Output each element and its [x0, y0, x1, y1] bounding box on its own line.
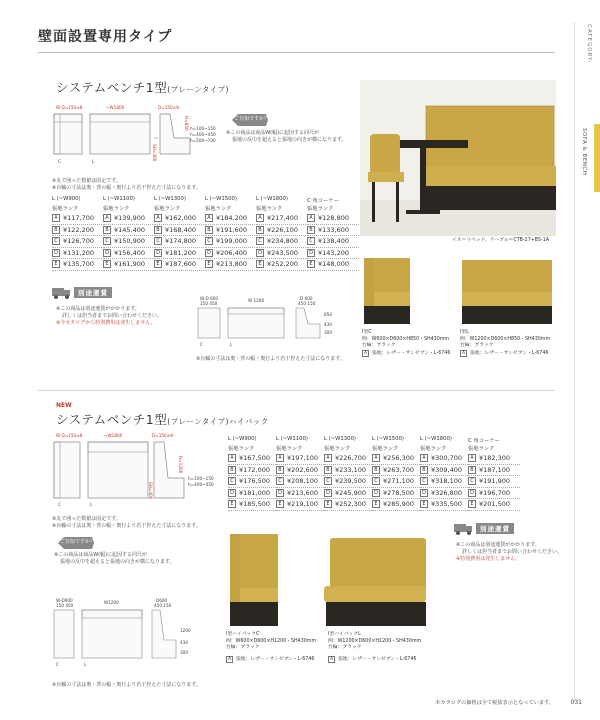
price-column — [154, 196, 206, 271]
grade-box: A — [103, 214, 111, 222]
price-column-label: L (~W1100) — [103, 196, 135, 202]
price-value: ¥201,500 — [479, 500, 511, 509]
grade-box: E — [154, 260, 162, 268]
price-row — [103, 225, 155, 237]
fabric-rank-label: 張地ランク — [276, 446, 303, 452]
price-row — [228, 499, 280, 511]
grade-box: B — [307, 226, 315, 234]
price-value: ¥135,700 — [63, 260, 95, 269]
price-row — [205, 248, 257, 260]
category-label: CATEGORY: — [586, 24, 592, 64]
grade-box: A — [205, 214, 213, 222]
corner-bench-image — [360, 254, 414, 326]
price-row — [228, 465, 280, 477]
section1-example-drawing: W-D 600 150 450 W 1200 D 600 450 150 850 430 300 C L — [196, 296, 340, 360]
grade-box: E — [52, 260, 60, 268]
price-value: ¥206,400 — [216, 248, 248, 257]
grade-box: C — [372, 477, 380, 485]
price-value: ¥143,200 — [318, 248, 350, 257]
grade-box: D — [256, 249, 264, 257]
grade-box: C — [103, 237, 111, 245]
price-row — [103, 213, 155, 225]
price-row — [103, 248, 155, 260]
side-divider — [574, 22, 575, 702]
price-value: ¥122,200 — [63, 225, 95, 234]
price-row — [154, 248, 206, 260]
grade-box: A — [420, 454, 428, 462]
price-row — [276, 453, 328, 465]
price-value: ¥185,500 — [239, 500, 271, 509]
fabric-rank-label: 張地ランク — [103, 206, 130, 212]
price-value: ¥182,300 — [479, 454, 511, 463]
fabric-rank-label: 張地ランク — [228, 446, 255, 452]
grade-box: E — [205, 260, 213, 268]
section2-item-c-caption: I型ハイバックC 例：W600×D600×H1200・SH430mm 台輪：ブラック A 張地：レザー・サンゼブン・L-6746 — [226, 632, 317, 662]
shipping-label: 別途運賃 — [74, 287, 112, 298]
price-value: ¥191,600 — [216, 225, 248, 234]
grade-box: A — [372, 454, 380, 462]
bench-plan-drawing — [50, 104, 210, 174]
price-value: ¥168,400 — [165, 225, 197, 234]
price-row — [256, 236, 308, 248]
grade-box: C — [307, 237, 315, 245]
price-value: ¥213,600 — [287, 488, 319, 497]
price-value: ¥148,000 — [318, 260, 350, 269]
section1-shipping: 別途運賃 ※この商品は別途運賃がかかります。 詳しくは担当者までお問い合わせください。 ※今カタログから特別費用は発生しません。 — [52, 284, 182, 334]
price-column — [324, 436, 376, 511]
price-value: ¥184,200 — [216, 214, 248, 223]
price-row — [468, 488, 520, 500]
section2-item-l-caption: I型ハイバックL 例：W1200×D600×H1200・SH430mm 台輪：ブラック A 張地：レザー・サンゼブン・L-6746 — [328, 632, 422, 662]
price-row — [256, 259, 308, 271]
section2-shipping: 別途運賃 ※この商品は別途運賃がかかります。 詳しくは担当者までお問い合わせください。 ※特別費用は発生しません。 — [454, 520, 564, 568]
grade-box: B — [372, 466, 380, 474]
grade-box: B — [276, 466, 284, 474]
price-value: ¥234,800 — [267, 237, 299, 246]
grade-box: C — [154, 237, 162, 245]
price-row — [420, 488, 472, 500]
price-row — [228, 488, 280, 500]
page-title: 壁面設置専用タイプ — [38, 29, 173, 45]
price-column — [52, 196, 104, 271]
price-row — [324, 499, 376, 511]
price-column-label: L (~W1500) — [372, 436, 404, 442]
grade-box: E — [307, 260, 315, 268]
truck-icon — [52, 286, 72, 300]
grade-box: A — [52, 214, 60, 222]
grade-box: C — [468, 477, 476, 485]
price-value: ¥117,700 — [63, 214, 95, 223]
price-value: ¥176,500 — [239, 477, 271, 486]
price-row — [154, 236, 206, 248]
price-row — [468, 465, 520, 477]
grade-box: D — [52, 249, 60, 257]
example-highback-drawing — [52, 598, 202, 670]
price-row — [256, 225, 308, 237]
price-row — [256, 213, 308, 225]
fabric-rank-label: 張地ランク — [420, 446, 447, 452]
section1-title: システムベンチ1型(プレーンタイプ) — [56, 80, 229, 95]
price-value: ¥199,000 — [216, 237, 248, 246]
price-value: ¥196,700 — [479, 488, 511, 497]
fabric-rank-label: 張地ランク — [52, 206, 79, 212]
grade-box: D — [154, 249, 162, 257]
price-row — [307, 248, 359, 260]
grade-box: C — [205, 237, 213, 245]
price-row — [468, 476, 520, 488]
price-row — [307, 236, 359, 248]
section-divider — [38, 390, 555, 391]
price-value: ¥208,100 — [287, 477, 319, 486]
price-row — [154, 225, 206, 237]
fabric-rank-label: 張地ランク — [154, 206, 181, 212]
price-column-label: L (~W900) — [228, 436, 257, 442]
price-column-label: L (~W1800) — [420, 436, 452, 442]
price-row — [324, 465, 376, 477]
price-row — [52, 225, 104, 237]
section2-example-drawing: W-D600 150 450 W1200 D600 450 150 1200 430 300 C L — [52, 598, 202, 670]
grade-box: B — [468, 466, 476, 474]
price-row — [420, 476, 472, 488]
section1-price-table — [52, 196, 357, 276]
category-accent-bar — [594, 124, 600, 192]
price-row — [468, 499, 520, 511]
price-row — [205, 225, 257, 237]
price-row — [420, 499, 472, 511]
grade-box: E — [324, 500, 332, 508]
fabric-rank-label: 張地ランク — [372, 446, 399, 452]
price-row — [307, 213, 359, 225]
price-column — [228, 436, 280, 511]
price-row — [324, 453, 376, 465]
shipping-label: 別途運賃 — [476, 523, 514, 534]
grade-box: B — [205, 226, 213, 234]
highback-l-image — [318, 534, 430, 628]
section2-info-badge: ご存知ですか？ ※この商品は商品W(幅)に起因する同尺が 張地の反巾を超えると張地の向きが横になります。 — [52, 536, 202, 570]
price-value: ¥187,600 — [165, 260, 197, 269]
grade-box: B — [324, 466, 332, 474]
grade-box: C — [420, 477, 428, 485]
fabric-rank-label: 張地ランク — [205, 206, 232, 212]
price-value: ¥278,500 — [383, 488, 415, 497]
grade-box: E — [103, 260, 111, 268]
price-value: ¥150,900 — [114, 237, 146, 246]
price-row — [468, 453, 520, 465]
fabric-rank-label: 張地ランク — [256, 206, 283, 212]
grade-box: E — [372, 500, 380, 508]
price-row — [276, 476, 328, 488]
price-value: ¥128,800 — [318, 214, 350, 223]
price-value: ¥162,000 — [165, 214, 197, 223]
price-value: ¥172,000 — [239, 465, 271, 474]
price-row — [205, 259, 257, 271]
price-value: ¥191,900 — [479, 477, 511, 486]
price-value: ¥243,500 — [267, 248, 299, 257]
price-value: ¥138,400 — [318, 237, 350, 246]
price-value: ¥256,300 — [383, 454, 415, 463]
price-value: ¥252,300 — [335, 500, 367, 509]
grade-box: B — [154, 226, 162, 234]
price-row — [307, 225, 359, 237]
price-row — [205, 213, 257, 225]
section2-price-table — [228, 436, 546, 516]
price-value: ¥126,700 — [63, 237, 95, 246]
price-row — [103, 236, 155, 248]
grade-box: A — [324, 454, 332, 462]
price-row — [52, 236, 104, 248]
price-row — [52, 213, 104, 225]
grade-box: D — [205, 249, 213, 257]
new-tag: NEW — [56, 402, 72, 409]
price-column — [103, 196, 155, 271]
price-row — [276, 499, 328, 511]
highback-corner-image — [226, 530, 282, 628]
example-plan-drawing — [196, 296, 340, 356]
price-row — [420, 453, 472, 465]
price-column-label: L (~W1100) — [276, 436, 308, 442]
section1-item-l-photo — [458, 256, 556, 326]
section1-item-c-caption: I型C 例：W600×D600×H850・SH430mm 台輪：ブラック A 張地：レザー・サンゼブン・L-6746 — [362, 330, 451, 356]
price-column-label: C 角コーナー — [307, 198, 339, 204]
grade-box: D — [228, 489, 236, 497]
price-column-label: L (~W1800) — [256, 196, 288, 202]
price-row — [307, 259, 359, 271]
grade-box: D — [420, 489, 428, 497]
grade-box: E — [228, 500, 236, 508]
grade-box: A — [154, 214, 162, 222]
price-row — [324, 488, 376, 500]
truck-icon — [454, 522, 474, 536]
price-row — [276, 465, 328, 477]
bench-with-table-image — [360, 80, 556, 236]
section2-item-c-photo — [226, 530, 282, 628]
price-row — [324, 476, 376, 488]
section1-item-l-caption: I型L 例：W1200×D600×H850・SH430mm 台輪：ブラック A 張地：レザー・サンゼブン・L-6746 — [460, 330, 551, 356]
price-value: ¥226,700 — [335, 454, 367, 463]
price-row — [372, 499, 424, 511]
grade-box: E — [420, 500, 428, 508]
grade-box: B — [228, 466, 236, 474]
price-row — [420, 465, 472, 477]
price-column-label: L (~W1300) — [154, 196, 186, 202]
section1-main-photo — [360, 80, 556, 236]
grade-box: D — [103, 249, 111, 257]
category-sofa-bench: SOFA & BENCH — [581, 128, 587, 176]
price-row — [154, 259, 206, 271]
grade-box: A — [228, 454, 236, 462]
price-row — [52, 248, 104, 260]
price-value: ¥131,200 — [63, 248, 95, 257]
grade-box: D — [324, 489, 332, 497]
price-row — [103, 259, 155, 271]
grade-box: D — [276, 489, 284, 497]
price-column — [372, 436, 424, 511]
price-row — [52, 259, 104, 271]
grade-box: D — [307, 249, 315, 257]
price-value: ¥213,800 — [216, 260, 248, 269]
grade-box: B — [256, 226, 264, 234]
price-value: ¥335,500 — [431, 500, 463, 509]
price-value: ¥181,000 — [239, 488, 271, 497]
price-column — [256, 196, 308, 271]
price-value: ¥202,600 — [287, 465, 319, 474]
price-row — [228, 476, 280, 488]
price-value: ¥167,500 — [239, 454, 271, 463]
price-column-label: L (~W1300) — [324, 436, 356, 442]
price-row — [256, 248, 308, 260]
grade-box: E — [276, 500, 284, 508]
price-row — [228, 453, 280, 465]
price-row — [372, 465, 424, 477]
price-value: ¥309,400 — [431, 465, 463, 474]
price-value: ¥133,600 — [318, 225, 350, 234]
price-value: ¥263,700 — [383, 465, 415, 474]
price-row — [372, 488, 424, 500]
price-value: ¥285,900 — [383, 500, 415, 509]
price-value: ¥156,400 — [114, 248, 146, 257]
title-underline — [38, 52, 555, 53]
bench-l-image — [458, 256, 556, 326]
price-row — [372, 453, 424, 465]
footer-note: 本カタログの価格は全て税抜表示となっています。 — [435, 700, 554, 706]
price-value: ¥318,100 — [431, 477, 463, 486]
section2-title: システムベンチ1型(プレーンタイプ)ハイバック — [56, 412, 269, 427]
price-column — [468, 436, 520, 511]
price-value: ¥326,800 — [431, 488, 463, 497]
price-column-label: C 角コーナー — [468, 438, 500, 444]
section1-info-badge: ご存知ですか？ ※この商品は商品W(幅)に起因する同尺が 張地の反巾を超えると張地の向きが横になります。 — [222, 112, 342, 148]
price-value: ¥174,800 — [165, 237, 197, 246]
price-value: ¥226,100 — [267, 225, 299, 234]
fabric-rank-label: 張地ランク — [307, 206, 334, 212]
price-row — [372, 476, 424, 488]
highback-plan-drawing — [50, 432, 220, 512]
grade-box: E — [256, 260, 264, 268]
grade-box: D — [372, 489, 380, 497]
price-column-label: L (~W1500) — [205, 196, 237, 202]
price-value: ¥197,100 — [287, 454, 319, 463]
grade-box: C — [52, 237, 60, 245]
grade-box: C — [276, 477, 284, 485]
section2-drawing: W-D=150±8 ~W1800 D=150±8 h=100~150 h=400~450 H=1200 SH=400 C L — [50, 432, 220, 512]
grade-box: B — [420, 466, 428, 474]
page-number: 031 — [570, 699, 582, 706]
section1-item-c-photo — [360, 254, 414, 326]
price-row — [154, 213, 206, 225]
price-value: ¥252,200 — [267, 260, 299, 269]
price-value: ¥245,900 — [335, 488, 367, 497]
grade-box: A — [256, 214, 264, 222]
grade-box: E — [468, 500, 476, 508]
price-value: ¥181,200 — [165, 248, 197, 257]
grade-box: C — [256, 237, 264, 245]
price-column-label: L (~W900) — [52, 196, 81, 202]
price-value: ¥217,400 — [267, 214, 299, 223]
price-value: ¥187,100 — [479, 465, 511, 474]
price-column — [307, 196, 359, 271]
price-column — [420, 436, 472, 511]
fabric-rank-label: 張地ランク — [324, 446, 351, 452]
price-row — [205, 236, 257, 248]
price-row — [276, 488, 328, 500]
price-value: ¥219,100 — [287, 500, 319, 509]
price-value: ¥300,700 — [431, 454, 463, 463]
price-value: ¥239,500 — [335, 477, 367, 486]
grade-box: B — [103, 226, 111, 234]
section1-drawing: W-D=150±8 ~W1800 D=150±8 h=100~150 h=400~450 h=500~700 SH=400 H=850 C L — [50, 104, 210, 174]
grade-box: A — [468, 454, 476, 462]
grade-box: B — [52, 226, 60, 234]
price-value: ¥161,900 — [114, 260, 146, 269]
grade-box: A — [307, 214, 315, 222]
price-value: ¥271,100 — [383, 477, 415, 486]
price-value: ¥145,400 — [114, 225, 146, 234]
price-column — [276, 436, 328, 511]
fabric-rank-label: 張地ランク — [468, 446, 495, 452]
grade-box: D — [468, 489, 476, 497]
grade-box: A — [276, 454, 284, 462]
section2-item-l-photo — [318, 534, 430, 628]
grade-box: C — [228, 477, 236, 485]
grade-box: C — [324, 477, 332, 485]
price-value: ¥233,100 — [335, 465, 367, 474]
price-value: ¥139,900 — [114, 214, 146, 223]
price-column — [205, 196, 257, 271]
